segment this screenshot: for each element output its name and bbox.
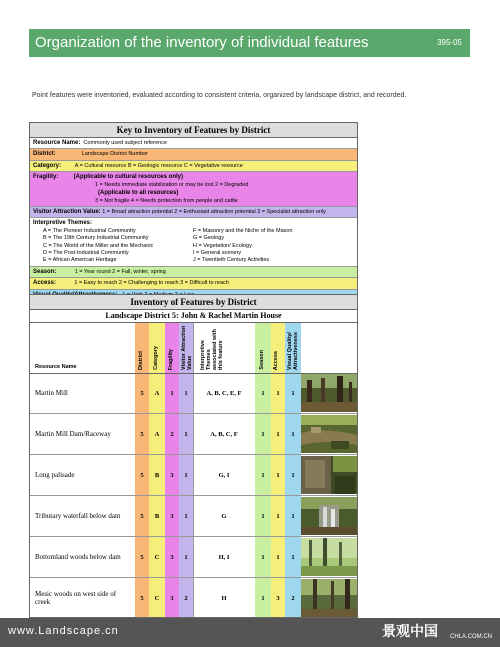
key-text: 1 = Broad attraction potential 2 = Enthusiast attraction potential 3 = Specialist attraction only	[102, 208, 326, 215]
cell-visual: 1	[291, 553, 295, 561]
page-number: 395-05	[437, 38, 462, 47]
mill-photo	[301, 374, 357, 412]
table-row	[30, 455, 357, 496]
resource-name: Long palisade	[35, 470, 75, 479]
cell-district: 5	[140, 430, 144, 438]
theme-item: F = Masonry and the Niche of the Mason	[193, 227, 293, 234]
table-row	[30, 414, 357, 455]
cell-district: 5	[140, 389, 144, 397]
key-row-visitor	[30, 207, 357, 218]
resource-name: Bottomland woods below dam	[35, 552, 121, 561]
header-category: Category	[153, 346, 159, 370]
key-label: Fragility:	[33, 174, 59, 181]
cell-fragility: 3	[170, 471, 174, 479]
footer-domain: CHLA.COM.CN	[449, 634, 492, 640]
key-text: 3 = Not fragile 4 = Needs protection from people and cattle	[95, 197, 238, 204]
key-row-district	[30, 149, 357, 160]
cell-access: 3	[276, 594, 280, 602]
theme-item: C = The World of the Miller and the Mechanic	[43, 242, 154, 249]
key-label: Season:	[33, 268, 57, 275]
key-label: Visitor Attraction Value:	[33, 208, 101, 215]
key-label: Interpretive Themes:	[33, 220, 93, 227]
cell-district: 5	[140, 512, 144, 520]
theme-item: B = The 19th Century Industrial Community	[43, 235, 149, 242]
theme-item: D = The Post-Industrial Community	[43, 250, 129, 257]
cell-visual: 1	[291, 389, 295, 397]
cell-category: A	[154, 430, 160, 438]
cell-fragility: 2	[170, 430, 174, 438]
resource-name: Mesic woods on west side of creek	[35, 589, 117, 606]
cell-themes: H	[221, 594, 227, 602]
key-title: Key to Inventory of Features by District	[30, 123, 357, 138]
waterfall-photo	[301, 497, 357, 535]
header-access: Access	[273, 350, 279, 370]
cell-access: 1	[276, 512, 280, 520]
theme-item: I = General scenery	[193, 250, 242, 257]
key-text: A = Cultural resource B = Geologic resource C = Vegetative resource	[74, 162, 243, 169]
key-text: (Applicable to cultural resources only)	[73, 174, 183, 181]
header-visitor: Visitor Attraction Value	[181, 325, 194, 370]
footer-url: www.Landscape.cn	[8, 625, 119, 637]
theme-item: A = The Pioneer Industrial Community	[43, 227, 136, 234]
cell-category: B	[154, 512, 160, 520]
cell-visitor: 1	[184, 430, 188, 438]
mesic-woods-photo	[301, 579, 357, 617]
key-text: Commonly used subject reference	[83, 140, 167, 146]
cell-district: 5	[140, 594, 144, 602]
cell-district: 5	[140, 471, 144, 479]
key-text: 1 = Needs immediate stabilization or may be lost 2 = Degraded	[95, 181, 249, 188]
table-row	[30, 373, 357, 414]
cell-visitor: 2	[184, 594, 188, 602]
cell-visitor: 1	[184, 389, 188, 397]
theme-item: E = African American Heritage	[43, 257, 117, 264]
theme-item: H = Vegetation/ Ecology	[193, 242, 252, 249]
key-text: 1 = Easy to reach 2 = Challenging to reach 3 = Difficult to reach	[74, 280, 229, 287]
cell-themes: G, I	[218, 471, 230, 479]
cell-themes: A, B, C, F	[210, 430, 238, 438]
cell-visitor: 1	[184, 512, 188, 520]
cell-fragility: 3	[170, 594, 174, 602]
cell-category: B	[154, 471, 160, 479]
key-label: District:	[33, 151, 56, 158]
intro-text: Point features were inventoried, evaluated according to consistent criteria, organized by landscape district, and recorded.	[32, 92, 407, 99]
theme-item: J = Twentieth Century Activities	[193, 257, 270, 264]
cell-category: A	[154, 389, 160, 397]
cell-fragility: 1	[170, 389, 174, 397]
footer-logo-text: 景观中国	[382, 623, 438, 639]
resource-name: Martin Mill	[35, 388, 68, 397]
district-title: Landscape District 5: John & Rachel Martin House	[30, 310, 357, 323]
cell-season: 1	[261, 471, 265, 479]
key-text: 1 = Year round 2 = Fall, winter, spring	[74, 268, 166, 275]
key-row-fragility	[30, 172, 357, 207]
cell-season: 1	[261, 512, 265, 520]
key-text: Landscape District Number	[81, 151, 148, 158]
cell-category: C	[154, 553, 160, 561]
key-text: (Applicable to all resources)	[98, 190, 179, 197]
bottomland-woods-photo	[301, 538, 357, 576]
header-district: District	[138, 351, 144, 370]
cell-season: 1	[261, 594, 265, 602]
cell-category: C	[154, 594, 160, 602]
resource-name: Tributary waterfall below dam	[35, 511, 121, 520]
resource-name: Martin Mill Dam/Raceway	[35, 429, 111, 438]
key-row-themes	[30, 218, 357, 267]
table-header-row	[30, 323, 357, 374]
key-row-category	[30, 161, 357, 172]
key-row-access	[30, 278, 357, 289]
table-row	[30, 537, 357, 578]
cell-visual: 1	[291, 471, 295, 479]
cell-themes: G	[221, 512, 227, 520]
palisade-photo	[301, 456, 357, 494]
header-season: Season	[259, 350, 265, 370]
cell-themes: A, B, C, E, F	[206, 389, 242, 397]
header-themes: Interpretive Themes associated with this feature	[200, 329, 225, 370]
key-label: Category:	[33, 162, 62, 169]
table-row	[30, 496, 357, 537]
header-visual: Visual Quality/ Attractiveness	[287, 332, 300, 370]
inventory-table	[29, 294, 358, 618]
inventory-title: Inventory of Features by District	[30, 295, 357, 310]
header-resource-name: Resource Name	[35, 364, 77, 370]
cell-access: 1	[276, 553, 280, 561]
cell-visual: 1	[291, 430, 295, 438]
theme-item: G = Geology	[193, 235, 225, 242]
cell-fragility: 3	[170, 553, 174, 561]
key-row-resource	[30, 138, 357, 149]
header-fragility: Fragility	[168, 348, 174, 370]
cell-themes: H, I	[218, 553, 230, 561]
dam-photo	[301, 415, 357, 453]
cell-fragility: 3	[170, 512, 174, 520]
cell-season: 1	[261, 389, 265, 397]
cell-visual: 2	[291, 594, 295, 602]
cell-access: 1	[276, 389, 280, 397]
key-row-season	[30, 267, 357, 278]
key-label: Access:	[33, 280, 57, 287]
cell-season: 1	[261, 430, 265, 438]
cell-season: 1	[261, 553, 265, 561]
cell-district: 5	[140, 553, 144, 561]
inventory-grid	[30, 323, 357, 617]
footer-bar	[0, 618, 500, 647]
cell-access: 1	[276, 471, 280, 479]
page-header	[29, 29, 470, 57]
cell-access: 1	[276, 430, 280, 438]
key-label: Resource Name:	[33, 140, 81, 146]
key-table	[29, 122, 358, 301]
table-row	[30, 578, 357, 618]
page-title: Organization of the inventory of individual features	[35, 34, 369, 51]
cell-visual: 1	[291, 512, 295, 520]
cell-visitor: 1	[184, 553, 188, 561]
cell-visitor: 1	[184, 471, 188, 479]
